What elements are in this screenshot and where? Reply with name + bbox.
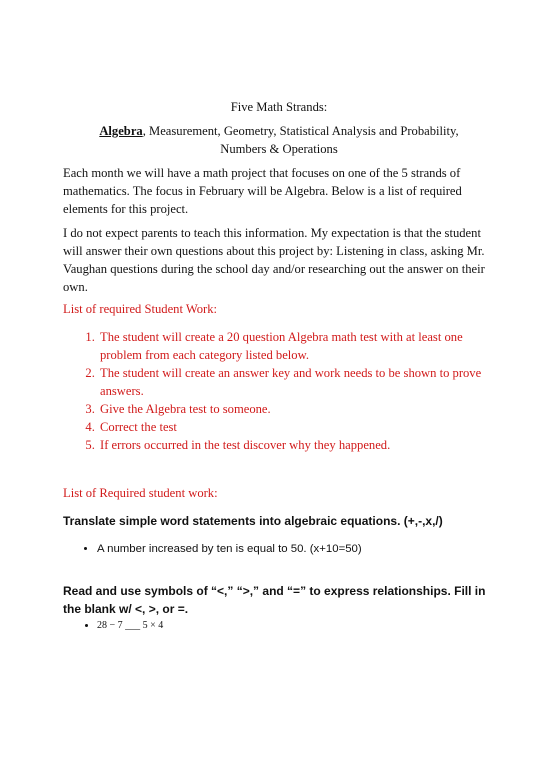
intro-paragraph: Each month we will have a math project that focuses on one of the 5 strands of mathematics. The focus in February will be Algebra. Below is a list of required elements for this project.	[63, 166, 462, 216]
section-heading-symbols: Read and use symbols of “<,” “>,” and “=” to express relationships. Fill in the blank w/ <, >, or =.	[63, 584, 486, 616]
second-list-heading: List of Required student work:	[63, 486, 218, 500]
required-item: 5. If errors occurred in the test discover why they happened.	[98, 436, 495, 454]
required-work-heading: List of required Student Work:	[63, 302, 218, 316]
list-item: • 28 − 7 ___ 5 × 4	[97, 618, 495, 634]
required-item: 3. Give the Algebra test to someone.	[98, 400, 495, 418]
list-item: • A number increased by ten is equal to 50. (x+10=50)	[97, 540, 495, 558]
required-item: 2. The student will create an answer key and work needs to be shown to prove answers.	[98, 364, 495, 400]
symbols-bullets	[63, 618, 495, 634]
section-heading-translate: Translate simple word statements into algebraic equations. (+,-,x,/)	[63, 514, 443, 528]
translate-bullets	[63, 540, 495, 558]
strands-line2: Numbers & Operations	[220, 142, 338, 156]
document-title: Five Math Strands:	[230, 100, 328, 114]
required-item: 1. The student will create a 20 question Algebra math test with at least one problem from each category listed below.	[98, 328, 495, 364]
required-item: 4. Correct the test	[98, 418, 495, 436]
strands-list	[63, 122, 495, 158]
strands-line1-rest: , Measurement, Geometry, Statistical Analysis and Probability,	[142, 124, 459, 138]
algebra-strand: Algebra	[99, 124, 143, 138]
expectation-paragraph: I do not expect parents to teach this information. My expectation is that the student will answer their own questions about this project by: Listening in class, asking Mr. Vaughan questions during the school day and/or researching out the answer on their own.	[63, 226, 485, 294]
required-work-list	[63, 328, 495, 454]
